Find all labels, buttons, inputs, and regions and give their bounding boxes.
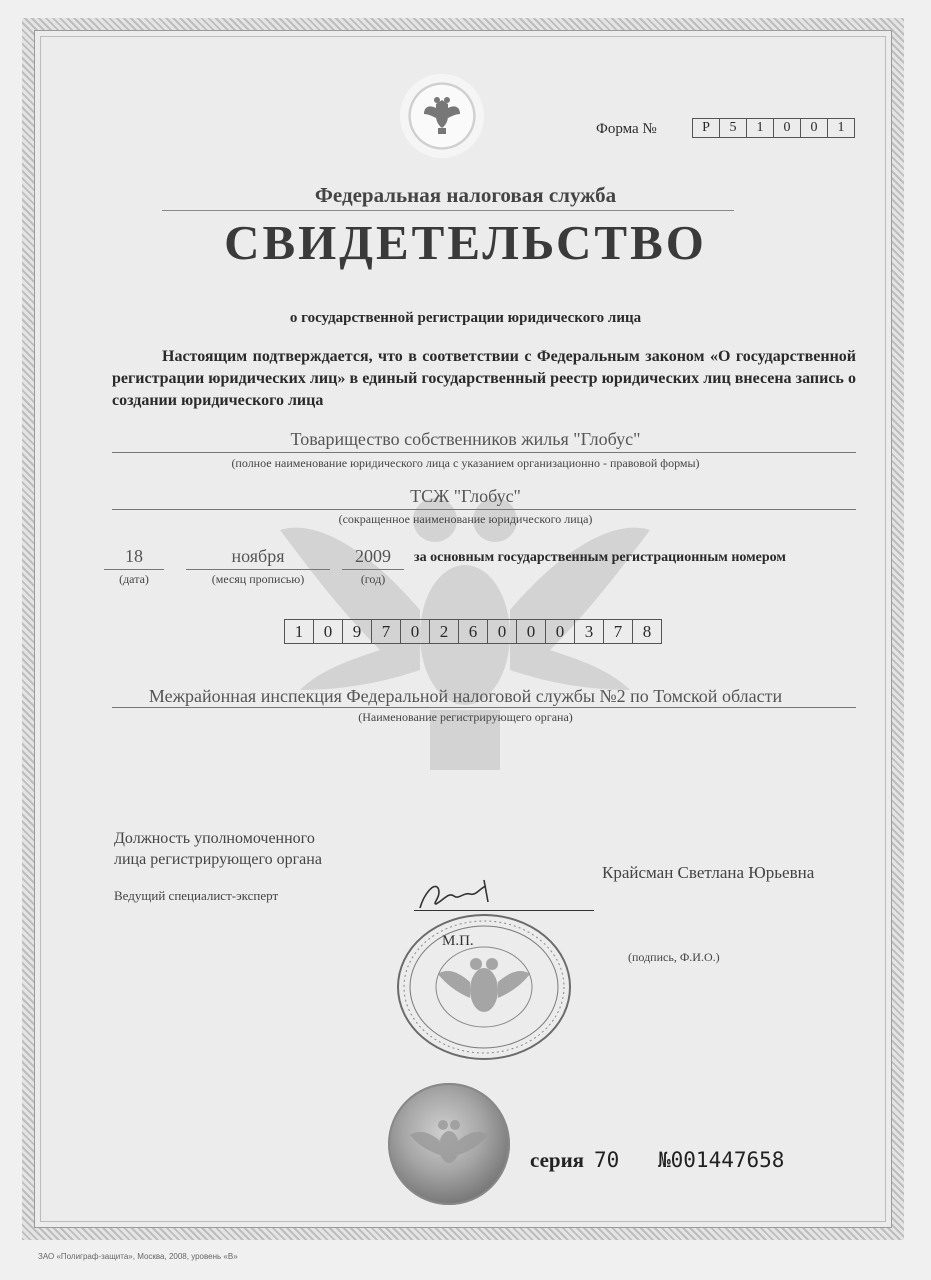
ogrn-digit: 7 (604, 620, 633, 643)
fns-emblem-icon (400, 74, 484, 158)
ogrn-digit: 6 (459, 620, 488, 643)
form-number-label: Форма № (596, 121, 657, 137)
registration-day: 18 (125, 546, 143, 566)
stamp-place-label: М.П. (442, 933, 474, 949)
serial-number: №001447658 (658, 1148, 785, 1172)
series-number: 70 (594, 1148, 620, 1172)
position-label-line1: Должность уполномоченного (114, 830, 315, 847)
ogrn-digit: 0 (517, 620, 546, 643)
signatory-name: Крайсман Светлана Юрьевна (602, 863, 815, 882)
registration-year: 2009 (355, 546, 391, 566)
ogrn-digit: 2 (430, 620, 459, 643)
day-caption: (дата) (119, 572, 149, 586)
form-code-cell: 1 (747, 119, 774, 137)
month-caption: (месяц прописью) (211, 572, 305, 586)
form-code-cell: Р (693, 119, 720, 137)
entity-short-name: ТСЖ "Глобус" (410, 486, 521, 506)
year-line (342, 569, 404, 570)
short-name-caption: (сокращенное наименование юридического лица) (338, 512, 593, 526)
ogrn-boxes (284, 619, 662, 644)
signature-line (414, 910, 594, 911)
registration-month: ноября (231, 546, 285, 566)
confirmation-paragraph: Настоящим подтверждается, что в соответствии с Федеральным законом «О государственной регистрации юридических лиц» в единый государственный реестр юридических лиц внесена запись о создании юридического лица (112, 348, 856, 409)
ogrn-digit: 0 (401, 620, 430, 643)
document-title: СВИДЕТЕЛЬСТВО (224, 215, 707, 270)
form-code-cell: 0 (774, 119, 801, 137)
hologram-sticker (388, 1083, 510, 1205)
series-label: серия (530, 1148, 585, 1172)
authority-line (112, 707, 856, 708)
ogrn-digit: 3 (575, 620, 604, 643)
day-line (104, 569, 164, 570)
year-caption: (год) (360, 572, 386, 586)
authority-caption: (Наименование регистрирующего органа) (358, 710, 573, 724)
form-code-cell: 1 (837, 120, 845, 135)
ogrn-digit: 8 (642, 622, 652, 641)
entity-full-name: Товарищество собственников жилья "Глобус" (290, 429, 641, 449)
short-name-line (112, 509, 856, 510)
hologram-eagle-icon (388, 1083, 510, 1205)
ogrn-digit: 9 (343, 620, 372, 643)
agency-name: Федеральная налоговая служба (314, 183, 617, 207)
official-seal-icon (394, 912, 574, 1062)
title-divider (162, 210, 734, 211)
month-line (186, 569, 330, 570)
printer-imprint: ЗАО «Полиграф-защита», Москва, 2008, уровень «В» (38, 1252, 238, 1261)
signatory-position: Ведущий специалист-эксперт (114, 888, 279, 903)
ogrn-digit: 1 (285, 620, 314, 643)
registering-authority: Межрайонная инспекция Федеральной налоговой службы №2 по Томской области (148, 686, 783, 706)
ogrn-digit: 0 (546, 620, 575, 643)
signature-caption: (подпись, Ф.И.О.) (628, 950, 720, 964)
form-code-cell: 0 (801, 119, 828, 137)
position-label-line2: лица регистрирующего органа (114, 851, 322, 868)
handwritten-signature (414, 874, 504, 914)
form-code-boxes (692, 118, 855, 138)
ogrn-digit: 0 (488, 620, 517, 643)
document-subtitle: о государственной регистрации юридического лица (289, 310, 642, 326)
form-code-cell: 5 (720, 119, 747, 137)
full-name-caption: (полное наименование юридического лица с указанием организационно - правовой формы) (231, 456, 700, 470)
ogrn-digit: 0 (314, 620, 343, 643)
full-name-line (112, 452, 856, 453)
ogrn-intro-text: за основным государственным регистрационным номером (414, 550, 786, 565)
ogrn-digit: 7 (372, 620, 401, 643)
